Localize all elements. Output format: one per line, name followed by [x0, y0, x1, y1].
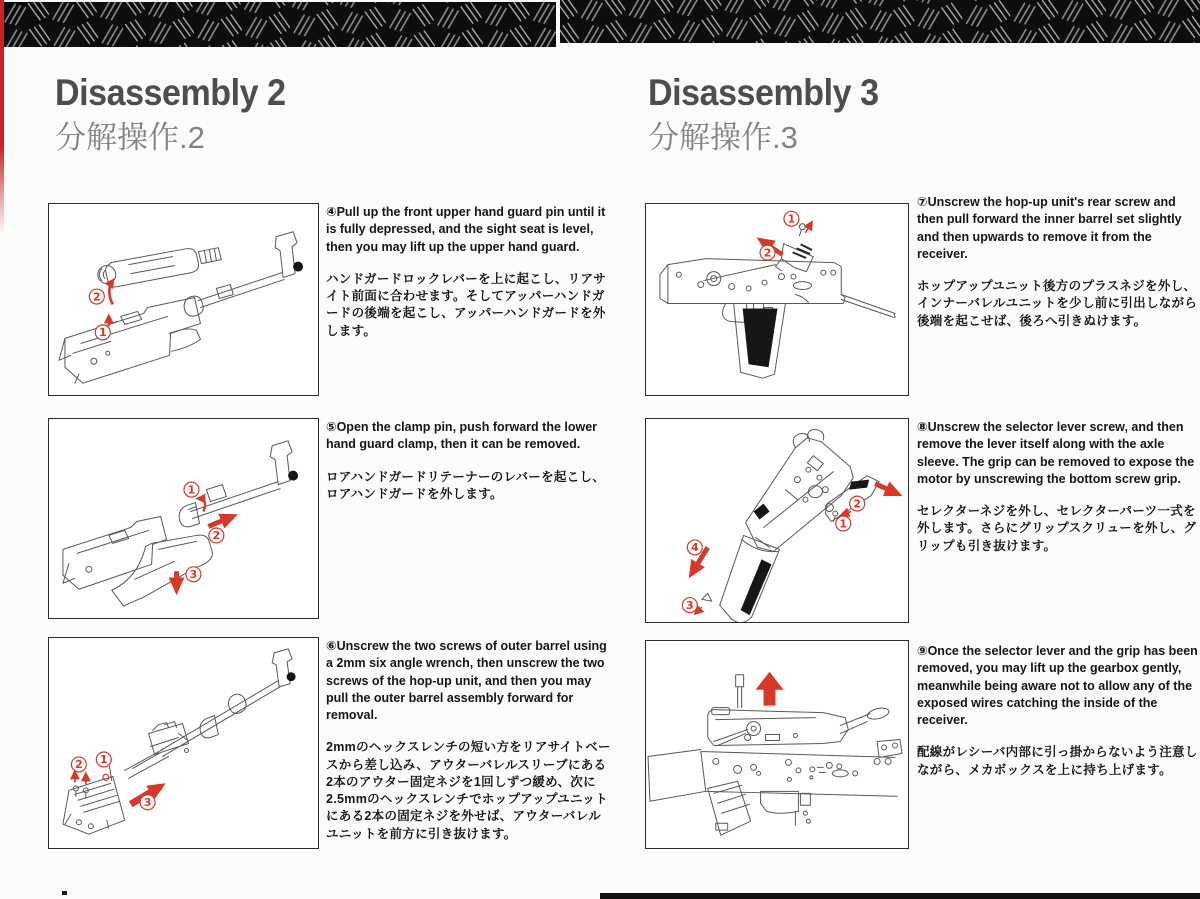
- red-arrow-lever-out-icon: [875, 484, 897, 494]
- grip-part: [720, 535, 780, 622]
- svg-text:2: 2: [93, 290, 101, 304]
- step-5-japanese: ロアハンドガードリテーナーのレバーを起こし、ロアハンドガードを外します。: [326, 469, 606, 501]
- callout-2: [209, 528, 224, 543]
- red-arrow-forward-icon: [208, 517, 232, 527]
- inner-barrel-illustration: [646, 204, 908, 395]
- scan-speck: [62, 891, 67, 895]
- figure-outer-barrel: [48, 637, 319, 849]
- upper-hand-guard-illustration: [49, 204, 318, 395]
- red-arrow-lift-icon: [109, 281, 112, 305]
- step-7-text: [917, 194, 1200, 330]
- step-7-japanese: ホップアップユニット後方のプラスネジを外し、インナーバレルユニットを少し前に引出しながら後端を起こせば、後ろへ引きぬけます。: [917, 279, 1198, 328]
- lower-receiver: [648, 749, 897, 801]
- figure-gearbox: [645, 640, 909, 849]
- step-6-english: ⑥Unscrew the two screws of outer barrel using a 2mm six angle wrench, then unscrew the two screws of the hop-up unit, and then you may pull the outer barrel assembly forward for removal.: [326, 639, 607, 722]
- receiver-internals: [125, 722, 189, 779]
- red-pin-mark: [103, 774, 109, 780]
- callout-1: [184, 482, 199, 497]
- right-plate: [877, 740, 902, 758]
- callout-3: [186, 567, 201, 582]
- front-sight-barrel: [161, 649, 296, 757]
- lower-hand-guard-illustration: [49, 419, 318, 618]
- receiver-tilted: [746, 430, 854, 552]
- callout-3: [682, 598, 697, 613]
- figure-inner-barrel: [645, 203, 909, 396]
- callout-1: [95, 325, 110, 340]
- svg-text:2: 2: [212, 529, 221, 543]
- callout-1: [96, 752, 111, 767]
- trigger-guard-grip: [723, 303, 786, 378]
- spring-guide: [736, 675, 744, 708]
- figure-selector-grip: [645, 418, 909, 623]
- callout-1: [784, 211, 799, 226]
- callout-1: [836, 516, 851, 531]
- selector-grip-illustration: [646, 419, 908, 622]
- red-arrow-flip-icon: [198, 499, 205, 512]
- callout-2: [71, 757, 86, 772]
- step-9-japanese: 配線がレシーバ内部に引っ掛からないよう注意しながら、メカボックスを上に持ち上げます。: [917, 745, 1198, 777]
- page-subtitle-left: 分解操作.2: [55, 120, 205, 155]
- step-5-english: ⑤Open the clamp pin, push forward the lower hand guard clamp, then it can be removed.: [326, 420, 598, 452]
- step-8-english: ⑧Unscrew the selector lever screw, and then remove the lever itself along with the axle sleeve. The grip can be removed to expose the motor by unscrewing the bottom screw grip.: [917, 420, 1195, 486]
- grip-screw: [702, 593, 712, 601]
- svg-text:1: 1: [187, 483, 196, 497]
- callout-3: [140, 795, 155, 810]
- outer-barrel-illustration: [49, 638, 318, 848]
- red-arrow-up-icon: [756, 672, 784, 706]
- upper-hand-guard-part: [98, 248, 222, 287]
- page-title-right: Disassembly 3: [648, 72, 879, 113]
- receiver-body: [59, 298, 200, 384]
- svg-text:3: 3: [189, 568, 198, 582]
- diamond-plate-texture: [0, 0, 1200, 48]
- figure-upper-hand-guard: [48, 203, 319, 396]
- front-sight-barrel: [184, 232, 303, 316]
- gearbox-part: [708, 708, 848, 746]
- receiver-body: [660, 259, 845, 304]
- step-6-japanese: 2mmのヘックスレンチの短い方をリアサイトベースから差し込み、アウターバレルスリーブにある2本のアウター固定ネジを1回しずつ緩め、次に2.5mmのヘックスレンチでホップアップユニットにある2本の固定ネジを外せば、アウターバレルユニットを前方に引き抜けます。: [326, 740, 611, 841]
- front-sight-barrel: [187, 441, 298, 519]
- callout-2: [850, 496, 865, 511]
- magazine-adapter: [708, 781, 751, 835]
- svg-text:4: 4: [691, 541, 699, 555]
- svg-text:3: 3: [143, 796, 152, 810]
- page-title-left: Disassembly 2: [55, 72, 286, 113]
- trigger-block: [761, 791, 811, 825]
- svg-text:3: 3: [686, 598, 694, 612]
- red-arrow-screw-icon: [805, 223, 811, 233]
- gearbox-motor-block: [63, 776, 125, 834]
- callout-2: [760, 245, 775, 260]
- svg-text:1: 1: [99, 753, 108, 767]
- receiver-body: [63, 517, 167, 590]
- svg-text:2: 2: [853, 497, 862, 511]
- svg-text:1: 1: [98, 326, 107, 340]
- hop-up-unit: [776, 244, 814, 272]
- red-binding-edge: [0, 0, 4, 235]
- step-8-text: [917, 419, 1200, 555]
- svg-text:1: 1: [839, 517, 848, 531]
- top-texture-band: [0, 0, 1200, 48]
- bottom-page-edge: [600, 893, 1200, 899]
- svg-text:1: 1: [787, 212, 796, 226]
- inner-barrel-part: [841, 295, 895, 318]
- page-subtitle-right: 分解操作.3: [648, 120, 798, 155]
- figure-lower-hand-guard: [48, 418, 319, 619]
- clamp-retainer: [179, 503, 199, 527]
- step-8-japanese: セレクターネジを外し、セレクターパーツ一式を外します。さらにグリップスクリューを外し、グリップも引き抜けます。: [917, 504, 1197, 553]
- step-4-japanese: ハンドガードロックレバーを上に起こし、リアサイト前面に合わせます。そしてアッパーハンドガードの後端を起こし、アッパーハンドガードを外します。: [326, 271, 607, 338]
- rear-screw: [799, 224, 805, 236]
- callout-4: [687, 540, 702, 555]
- gearbox-illustration: [646, 641, 908, 848]
- step-7-english: ⑦Unscrew the hop-up unit's rear screw and then pull forward the inner barrel set slightly and then upwards to remove it from the receiver.: [917, 195, 1182, 261]
- step-4-english: ④Pull up the front upper hand guard pin until it is fully depressed, and the sight seat is level, then you may lift up the upper hand guard.: [326, 205, 606, 254]
- svg-text:2: 2: [763, 246, 772, 260]
- step-4-text: [326, 204, 612, 340]
- step-5-text: [326, 419, 612, 503]
- step-9-english: ⑨Once the selector lever and the grip has been removed, you may lift up the gearbox gently, meanwhile being aware not to allow any of the exposed wires catching the inside of the receiver.: [917, 644, 1198, 727]
- svg-text:2: 2: [75, 758, 83, 772]
- callout-2: [89, 289, 104, 304]
- step-9-text: [917, 643, 1200, 779]
- step-6-text: [326, 638, 612, 843]
